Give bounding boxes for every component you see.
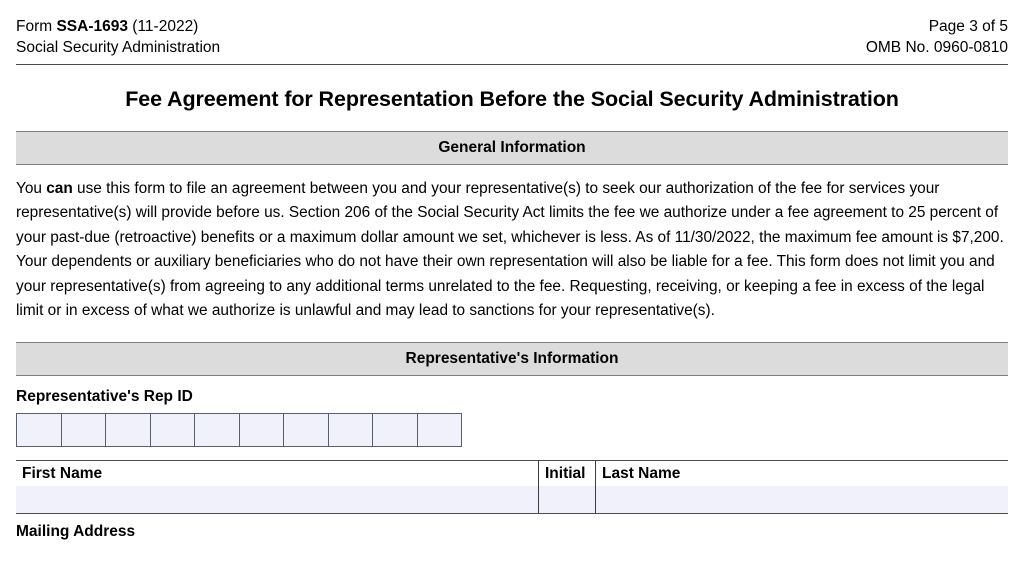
- form-identifier: [16, 16, 220, 37]
- rep-id-char-box[interactable]: [240, 414, 285, 446]
- rep-id-char-box[interactable]: [418, 414, 462, 446]
- rep-id-char-box[interactable]: [17, 414, 62, 446]
- rep-id-char-box[interactable]: [106, 414, 151, 446]
- first-name-input[interactable]: [16, 486, 538, 513]
- form-revision-date: (11-2022): [127, 18, 199, 35]
- rep-id-char-box[interactable]: [62, 414, 107, 446]
- paragraph-body: use this form to file an agreement between you and your representative(s) to seek our authorization of the fee for services your representative(s) will provide before us. Section 206 of the Social Security Act limits the fee we authorize under a fee agreement to 25 percent of your past-due (retroactive) benefits or a maximum dollar amount we set, whichever is less. As of 11/30/2022, the maximum fee amount is $7,200. Your dependents or auxiliary beneficiaries who do not have their own representation will also be liable for a fee. This form does not limit you and your representative(s) from agreeing to any additional terms unrelated to the fee. Requesting, receiving, or keeping a fee in excess of the legal limit or in excess of what we authorize is unlawful and may lead to sanctions for your representative(s).: [16, 180, 1004, 320]
- page-number: Page 3 of 5: [928, 18, 1008, 35]
- rep-id-char-box[interactable]: [151, 414, 196, 446]
- header-left: [16, 16, 220, 58]
- initial-input[interactable]: [539, 486, 595, 513]
- last-name-input[interactable]: [596, 486, 1008, 513]
- name-row: [16, 461, 1008, 513]
- omb-number: OMB No. 0960-0810: [865, 39, 1008, 56]
- initial-cell: [538, 461, 595, 513]
- agency-name: Social Security Administration: [16, 39, 221, 56]
- header-right: [866, 16, 1008, 58]
- paragraph-emphasis-can: can: [46, 180, 73, 197]
- first-name-label: First Name: [22, 465, 103, 483]
- section-header-general-information: General Information: [16, 131, 1008, 165]
- section-header-representative-information: Representative's Information: [16, 342, 1008, 376]
- name-row-bottom-rule: [16, 513, 1008, 514]
- last-name-label: Last Name: [602, 465, 681, 483]
- general-information-paragraph: [16, 177, 1008, 323]
- form-number: SSA-1693: [56, 18, 128, 35]
- header-divider: [16, 64, 1008, 65]
- name-fields-block: [16, 460, 1008, 514]
- mailing-address-label: Mailing Address: [16, 523, 136, 541]
- rep-id-char-box[interactable]: [195, 414, 240, 446]
- page-title: Fee Agreement for Representation Before the Social Security Administration: [125, 87, 899, 111]
- initial-label: Initial: [545, 465, 586, 483]
- form-prefix-text: Form: [16, 18, 57, 35]
- rep-id-comb-field[interactable]: [16, 413, 462, 447]
- rep-id-char-box[interactable]: [373, 414, 418, 446]
- first-name-cell: [16, 461, 538, 513]
- paragraph-lead: You: [16, 180, 47, 197]
- rep-id-char-box[interactable]: [329, 414, 374, 446]
- last-name-cell: [595, 461, 1008, 513]
- rep-id-char-box[interactable]: [284, 414, 329, 446]
- rep-id-label: Representative's Rep ID: [16, 388, 193, 406]
- document-header: [16, 0, 1008, 58]
